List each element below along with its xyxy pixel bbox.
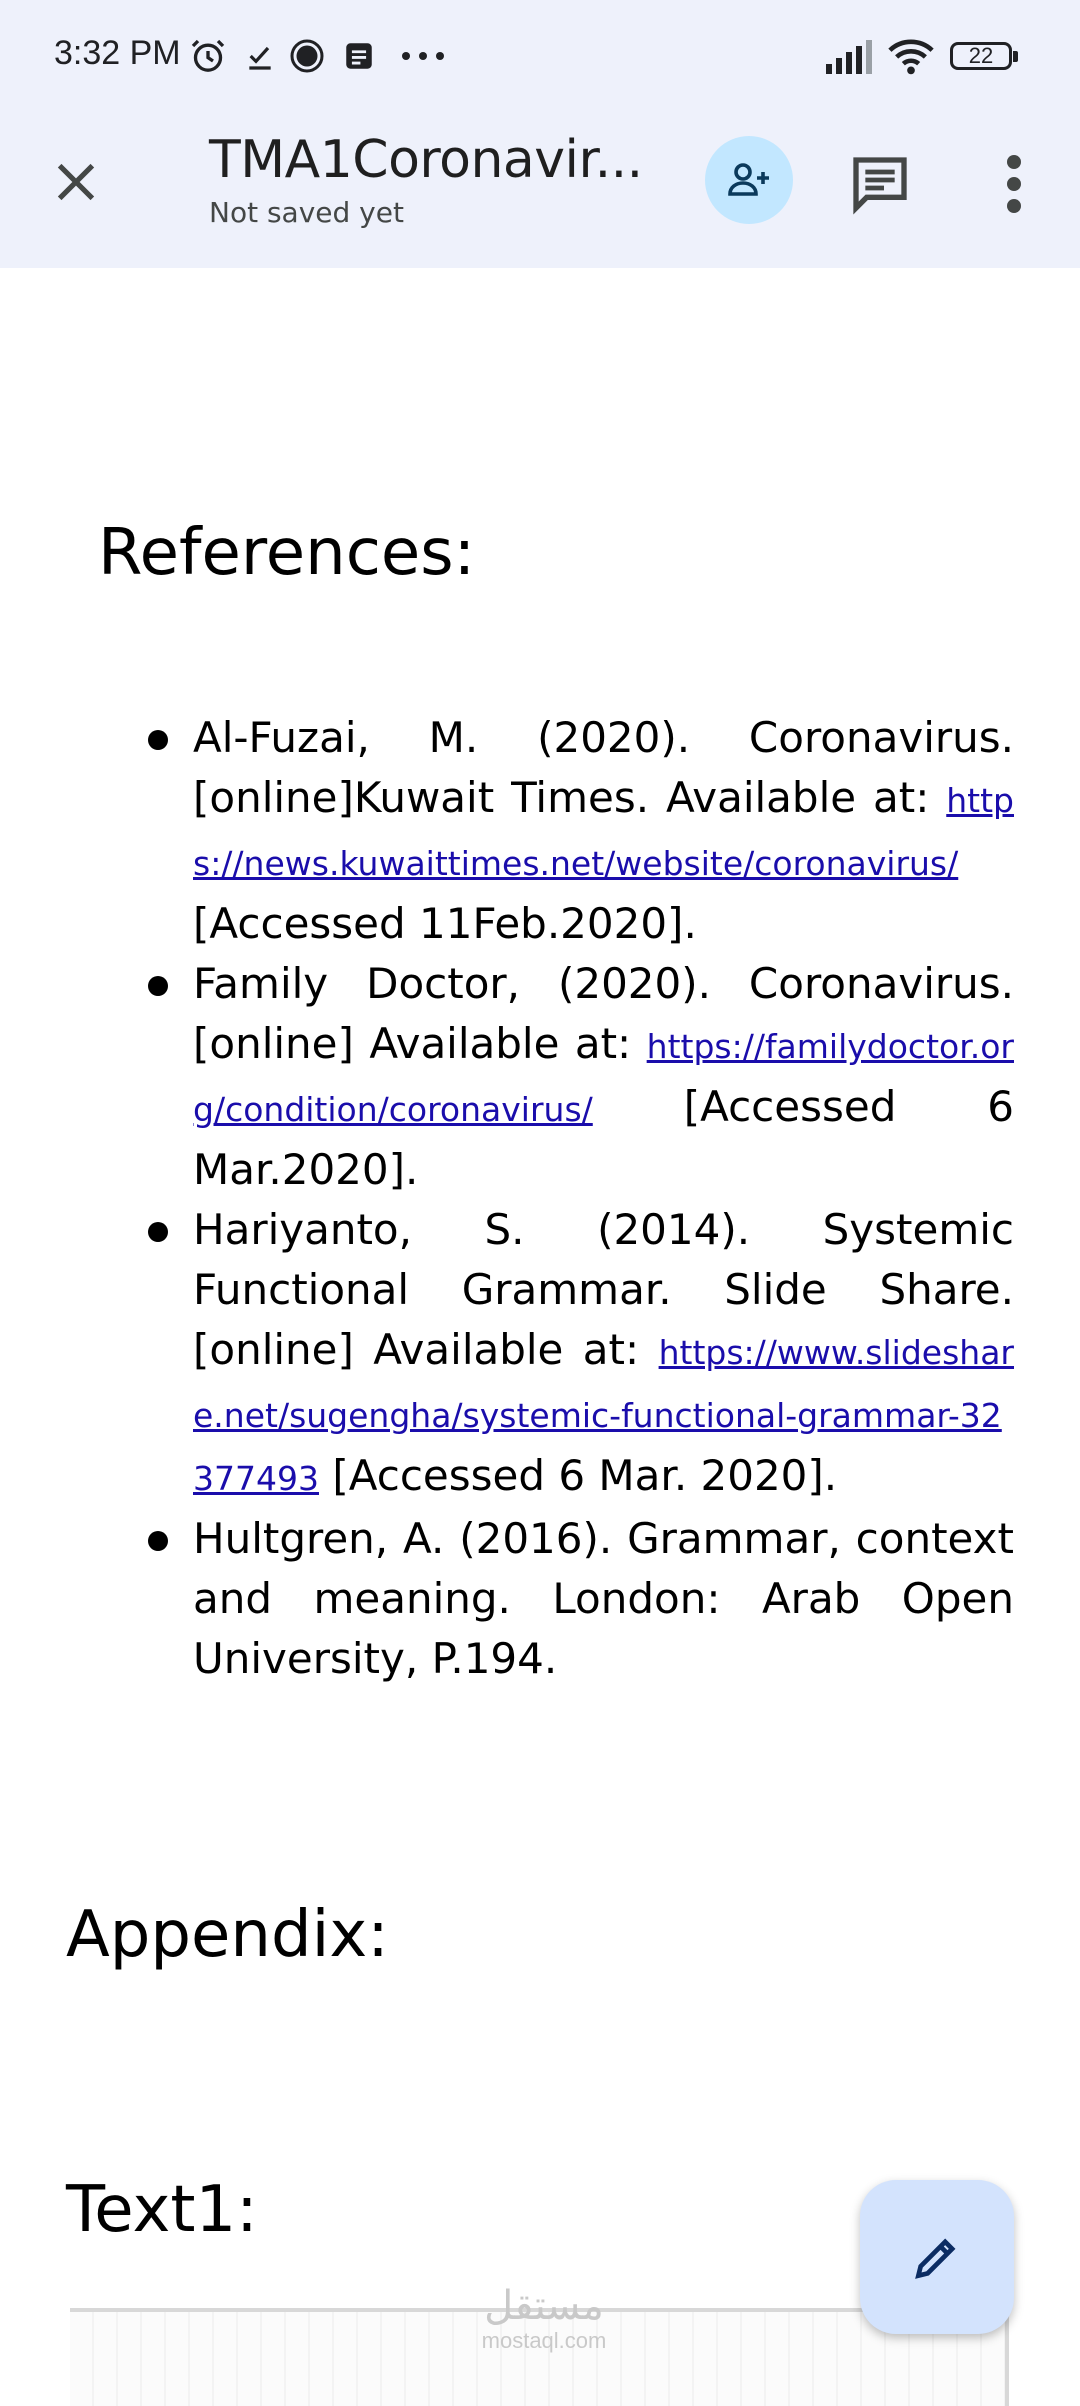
notes-icon — [342, 39, 376, 73]
reference-text: Al-Fuzai, M. (2020). Coronavirus. [online]Kuwait Times. Available at: — [193, 713, 1014, 822]
reference-item — [148, 1509, 1014, 1689]
bullet-icon — [148, 730, 168, 750]
reference-link[interactable]: https://news.kuwaittimes.net/website/coronavirus/ — [193, 781, 1014, 883]
document-body[interactable] — [0, 268, 1080, 2400]
comment-icon[interactable] — [848, 152, 912, 216]
document-title[interactable]: TMA1Coronavir... — [209, 130, 643, 190]
add-person-icon — [725, 156, 773, 204]
reference-item — [148, 954, 1014, 1200]
text1-heading: Text1: — [66, 2173, 258, 2247]
reference-link[interactable]: https://familydoctor.org/condition/coronavirus/ — [193, 1027, 1014, 1129]
app-bar — [0, 112, 1080, 268]
reference-accessed: [Accessed 11Feb.2020]. — [193, 899, 697, 948]
reference-accessed: [Accessed 6 Mar. 2020]. — [332, 1451, 838, 1500]
bullet-icon — [148, 1531, 168, 1551]
wifi-icon — [888, 36, 934, 76]
status-time: 3:32 PM — [54, 34, 181, 72]
bullet-icon — [148, 976, 168, 996]
alarm-icon — [188, 36, 228, 76]
reference-link[interactable]: https://www.slideshare.net/sugengha/systemic-functional-grammar-32377493 — [193, 1333, 1014, 1498]
check-icon — [244, 40, 276, 72]
reference-text: Hultgren, A. (2016). Grammar, context and meaning. London: Arab Open University, P.194. — [193, 1514, 1014, 1683]
reference-text: Family Doctor, (2020). Coronavirus. [online] Available at: — [193, 959, 1014, 1068]
references-heading: References: — [98, 516, 476, 590]
watermark — [474, 2284, 614, 2354]
bullet-icon — [148, 1222, 168, 1242]
battery-icon — [950, 42, 1012, 70]
reference-accessed: [Accessed 6 Mar.2020]. — [193, 1082, 1014, 1194]
share-button[interactable] — [705, 136, 793, 224]
more-vert-icon[interactable] — [994, 152, 1034, 216]
record-icon — [289, 38, 325, 74]
edit-pencil-icon — [909, 2229, 965, 2285]
save-status: Not saved yet — [209, 196, 404, 229]
edit-button[interactable] — [860, 2180, 1014, 2334]
appendix-heading: Appendix: — [66, 1898, 389, 1972]
watermark-latin: mostaql.com — [481, 2328, 607, 2353]
reference-item — [148, 708, 1014, 954]
status-bar — [0, 0, 1080, 112]
more-dots-icon — [400, 50, 446, 62]
watermark-arabic: مستقل — [484, 2283, 604, 2329]
signal-icon — [826, 40, 876, 74]
references-list — [148, 708, 1014, 1689]
close-icon[interactable] — [48, 154, 104, 210]
reference-text: Hariyanto, S. (2014). Systemic Functional Grammar. Slide Share. [online] Available at: — [193, 1205, 1014, 1374]
battery-level: 22 — [968, 43, 994, 68]
reference-item — [148, 1200, 1014, 1509]
